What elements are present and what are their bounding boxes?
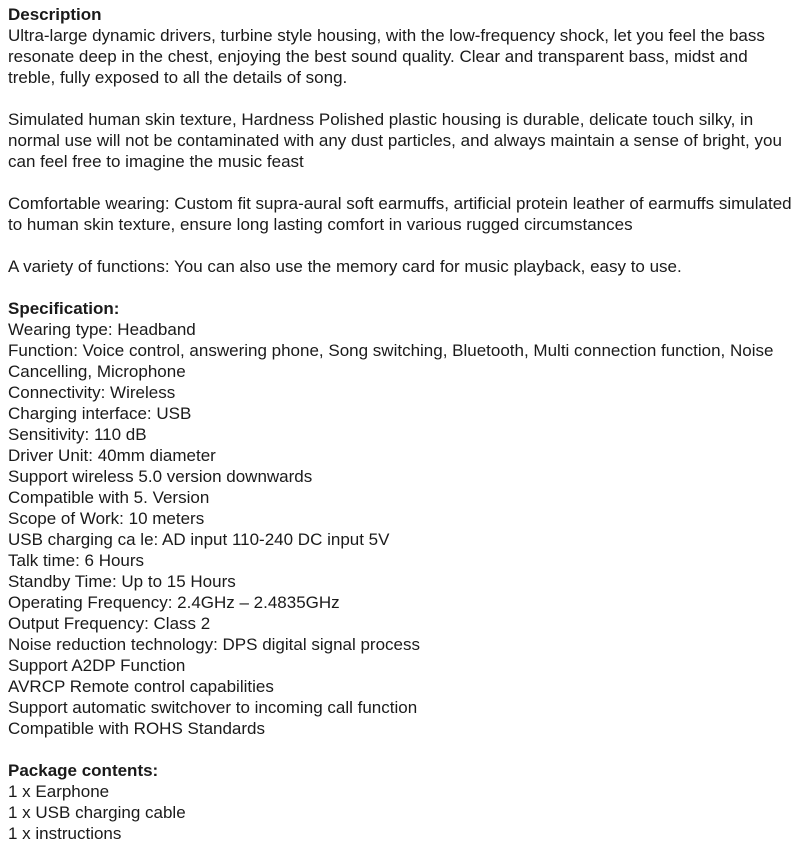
spec-line: Support A2DP Function <box>8 656 186 675</box>
spec-line: USB charging ca le: AD input 110-240 DC input 5V <box>8 530 390 549</box>
spec-line: Driver Unit: 40mm diameter <box>8 446 216 465</box>
spec-line: Standby Time: Up to 15 Hours <box>8 572 236 591</box>
description-paragraph: A variety of functions: You can also use the memory card for music playback, easy to use. <box>8 257 682 276</box>
description-heading: Description <box>8 5 102 24</box>
spec-line: Support wireless 5.0 version downwards <box>8 467 313 486</box>
spec-line: Wearing type: Headband <box>8 320 196 339</box>
spec-line: Operating Frequency: 2.4GHz – 2.4835GHz <box>8 593 340 612</box>
spec-line: Charging interface: USB <box>8 404 192 423</box>
description-paragraph: Comfortable wearing: Custom fit supra-aural soft earmuffs, artificial protein leather of earmuffs simulated to human skin texture, ensure long lasting comfort in various rugged circumstances <box>8 194 792 234</box>
package-contents-heading: Package contents: <box>8 761 159 780</box>
spec-line: Compatible with 5. Version <box>8 488 210 507</box>
spec-line: Function: Voice control, answering phone, Song switching, Bluetooth, Multi connection function, Noise Cancelling, Microphone <box>8 341 774 381</box>
package-line: 1 x Earphone <box>8 782 110 801</box>
package-line: 1 x USB charging cable <box>8 803 186 822</box>
spec-line: AVRCP Remote control capabilities <box>8 677 274 696</box>
spec-line: Support automatic switchover to incoming call function <box>8 698 418 717</box>
description-paragraph: Ultra-large dynamic drivers, turbine style housing, with the low-frequency shock, let you feel the bass resonate deep in the chest, enjoying the best sound quality. Clear and transparent bass, midst and treble, fully exposed to all the details of song. <box>8 26 765 87</box>
spec-line: Compatible with ROHS Standards <box>8 719 266 738</box>
spec-line: Scope of Work: 10 meters <box>8 509 205 528</box>
spec-line: Sensitivity: 110 dB <box>8 425 147 444</box>
spec-line: Talk time: 6 Hours <box>8 551 145 570</box>
description-paragraph: Simulated human skin texture, Hardness Polished plastic housing is durable, delicate touch silky, in normal use will not be contaminated with any dust particles, and always maintain a sense of bright, you can feel free to imagine the music feast <box>8 110 782 171</box>
spec-line: Output Frequency: Class 2 <box>8 614 211 633</box>
spec-line: Noise reduction technology: DPS digital signal process <box>8 635 421 654</box>
spec-line: Connectivity: Wireless <box>8 383 176 402</box>
package-line: 1 x instructions <box>8 824 122 843</box>
specification-heading: Specification: <box>8 299 120 318</box>
